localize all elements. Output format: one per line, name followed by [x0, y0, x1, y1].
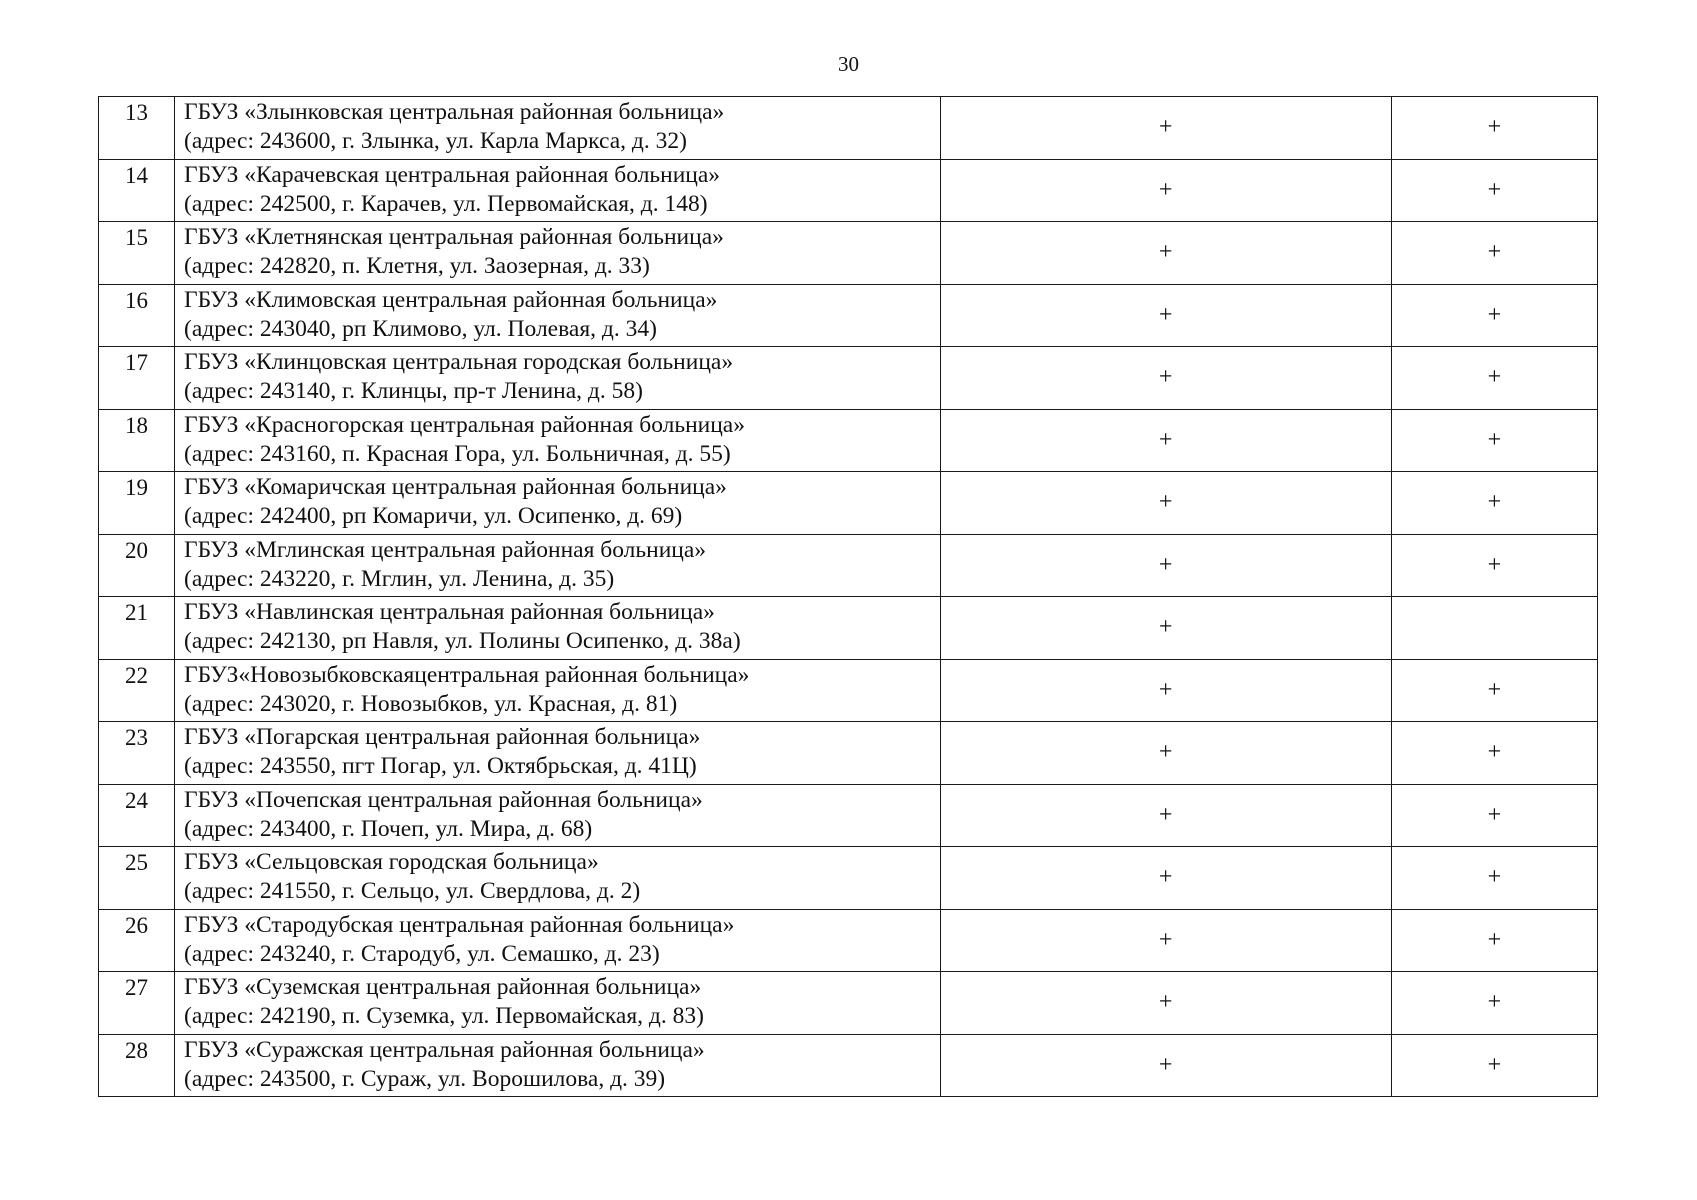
- hospital-table: [98, 96, 1598, 1097]
- mark-column-b: +: [1391, 972, 1597, 1035]
- table-row: [99, 659, 1598, 722]
- row-number: 23: [99, 722, 175, 785]
- institution-name: ГБУЗ «Погарская центральная районная больница»: [184, 724, 701, 750]
- institution-name: ГБУЗ «Почепская центральная районная больница»: [184, 786, 703, 813]
- mark-column-a: +: [940, 597, 1391, 660]
- mark-column-a: +: [940, 722, 1391, 785]
- institution-cell: [175, 909, 941, 972]
- institution-name: ГБУЗ «Мглинская центральная районная больница»: [184, 536, 707, 563]
- institution-cell: [175, 347, 941, 410]
- institution-name: ГБУЗ «Сельцовская городская больница»: [184, 849, 599, 875]
- institution-address: (адрес: 243160, п. Красная Гора, ул. Больничная, д. 55): [184, 440, 731, 467]
- table-row: [99, 784, 1598, 847]
- institution-address: (адрес: 241550, г. Сельцо, ул. Свердлова, д. 2): [184, 878, 641, 904]
- institution-cell: [175, 534, 941, 597]
- table-row: [99, 972, 1598, 1035]
- row-number: 27: [99, 972, 175, 1035]
- table-row: [99, 534, 1598, 597]
- mark-column-b: +: [1391, 847, 1597, 910]
- institution-cell: [175, 597, 941, 660]
- institution-address: (адрес: 243400, г. Почеп, ул. Мира, д. 68): [184, 815, 593, 842]
- mark-column-b: +: [1391, 909, 1597, 972]
- institution-cell: [175, 1034, 941, 1097]
- institution-address: (адрес: 242190, п. Суземка, ул. Первомайская, д. 83): [184, 1003, 704, 1029]
- mark-column-a: +: [940, 347, 1391, 410]
- institution-address: (адрес: 242130, рп Навля, ул. Полины Осипенко, д. 38а): [184, 628, 741, 654]
- institution-cell: [175, 722, 941, 785]
- mark-column-a: +: [940, 472, 1391, 535]
- institution-cell: [175, 847, 941, 910]
- institution-address: (адрес: 243550, пгт Погар, ул. Октябрьская, д. 41Ц): [184, 753, 697, 779]
- mark-column-a: +: [940, 659, 1391, 722]
- mark-column-b: +: [1391, 472, 1597, 535]
- institution-address: (адрес: 243220, г. Мглин, ул. Ленина, д. 35): [184, 565, 615, 592]
- mark-column-b: +: [1391, 222, 1597, 285]
- table-row: [99, 97, 1598, 160]
- institution-name: ГБУЗ «Суражская центральная районная больница»: [184, 1036, 705, 1063]
- institution-address: (адрес: 243240, г. Стародуб, ул. Семашко, д. 23): [184, 940, 660, 967]
- institution-address: (адрес: 243040, рп Климово, ул. Полевая, д. 34): [184, 315, 657, 342]
- mark-column-a: +: [940, 972, 1391, 1035]
- institution-cell: [175, 97, 941, 160]
- mark-column-b: +: [1391, 659, 1597, 722]
- mark-column-a: +: [940, 784, 1391, 847]
- institution-name: ГБУЗ «Клинцовская центральная городская больница»: [184, 349, 734, 375]
- row-number: 19: [99, 472, 175, 535]
- institution-name: ГБУЗ «Суземская центральная районная больница»: [184, 974, 702, 1000]
- institution-address: (адрес: 242400, рп Комаричи, ул. Осипенко, д. 69): [184, 503, 683, 529]
- mark-column-a: +: [940, 534, 1391, 597]
- institution-address: (адрес: 242820, п. Клетня, ул. Заозерная, д. 33): [184, 253, 650, 279]
- row-number: 26: [99, 909, 175, 972]
- table-row: [99, 909, 1598, 972]
- mark-column-a: +: [940, 159, 1391, 222]
- table-row: [99, 597, 1598, 660]
- row-number: 28: [99, 1034, 175, 1097]
- page-number: 30: [838, 52, 859, 76]
- institution-name: ГБУЗ «Стародубская центральная районная больница»: [184, 911, 735, 938]
- mark-column-a: +: [940, 222, 1391, 285]
- row-number: 17: [99, 347, 175, 410]
- institution-name: ГБУЗ «Навлинская центральная районная больница»: [184, 599, 715, 625]
- row-number: 15: [99, 222, 175, 285]
- mark-column-a: +: [940, 909, 1391, 972]
- institution-address: (адрес: 243600, г. Злынка, ул. Карла Маркса, д. 32): [184, 128, 687, 154]
- institution-name: ГБУЗ «Карачевская центральная районная больница»: [184, 161, 721, 188]
- institution-address: (адрес: 242500, г. Карачев, ул. Первомайская, д. 148): [184, 190, 708, 217]
- institution-name: ГБУЗ «Клетнянская центральная районная больница»: [184, 224, 724, 250]
- institution-name: ГБУЗ «Климовская центральная районная больница»: [184, 286, 718, 313]
- institution-cell: [175, 409, 941, 472]
- institution-name: ГБУЗ «Комаричская центральная районная больница»: [184, 474, 727, 500]
- row-number: 18: [99, 409, 175, 472]
- mark-column-b: +: [1391, 722, 1597, 785]
- table-row: [99, 722, 1598, 785]
- table-row: [99, 409, 1598, 472]
- mark-column-b: [1391, 597, 1597, 660]
- institution-cell: [175, 284, 941, 347]
- table-row: [99, 847, 1598, 910]
- mark-column-b: +: [1391, 97, 1597, 160]
- row-number: 25: [99, 847, 175, 910]
- row-number: 20: [99, 534, 175, 597]
- row-number: 21: [99, 597, 175, 660]
- institution-address: (адрес: 243500, г. Сураж, ул. Ворошилова, д. 39): [184, 1065, 666, 1092]
- institution-address: (адрес: 243140, г. Клинцы, пр-т Ленина, д. 58): [184, 378, 643, 404]
- table-row: [99, 1034, 1598, 1097]
- institution-name: ГБУЗ «Злынковская центральная районная больница»: [184, 99, 725, 125]
- mark-column-a: +: [940, 847, 1391, 910]
- mark-column-b: +: [1391, 159, 1597, 222]
- row-number: 14: [99, 159, 175, 222]
- row-number: 13: [99, 97, 175, 160]
- mark-column-b: +: [1391, 1034, 1597, 1097]
- institution-cell: [175, 472, 941, 535]
- institution-cell: [175, 972, 941, 1035]
- institution-cell: [175, 784, 941, 847]
- table-body: [99, 97, 1598, 1097]
- mark-column-a: +: [940, 1034, 1391, 1097]
- row-number: 22: [99, 659, 175, 722]
- institution-name: ГБУЗ«Новозыбковскаяцентральная районная больница»: [184, 661, 750, 688]
- table-row: [99, 159, 1598, 222]
- mark-column-a: +: [940, 284, 1391, 347]
- table-row: [99, 222, 1598, 285]
- institution-address: (адрес: 243020, г. Новозыбков, ул. Красная, д. 81): [184, 690, 678, 717]
- mark-column-b: +: [1391, 534, 1597, 597]
- table-row: [99, 284, 1598, 347]
- institution-cell: [175, 659, 941, 722]
- institution-cell: [175, 222, 941, 285]
- mark-column-b: +: [1391, 347, 1597, 410]
- mark-column-a: +: [940, 97, 1391, 160]
- mark-column-b: +: [1391, 784, 1597, 847]
- institution-cell: [175, 159, 941, 222]
- row-number: 16: [99, 284, 175, 347]
- mark-column-a: +: [940, 409, 1391, 472]
- table-row: [99, 347, 1598, 410]
- institution-name: ГБУЗ «Красногорская центральная районная больница»: [184, 411, 745, 438]
- table-row: [99, 472, 1598, 535]
- row-number: 24: [99, 784, 175, 847]
- mark-column-b: +: [1391, 284, 1597, 347]
- mark-column-b: +: [1391, 409, 1597, 472]
